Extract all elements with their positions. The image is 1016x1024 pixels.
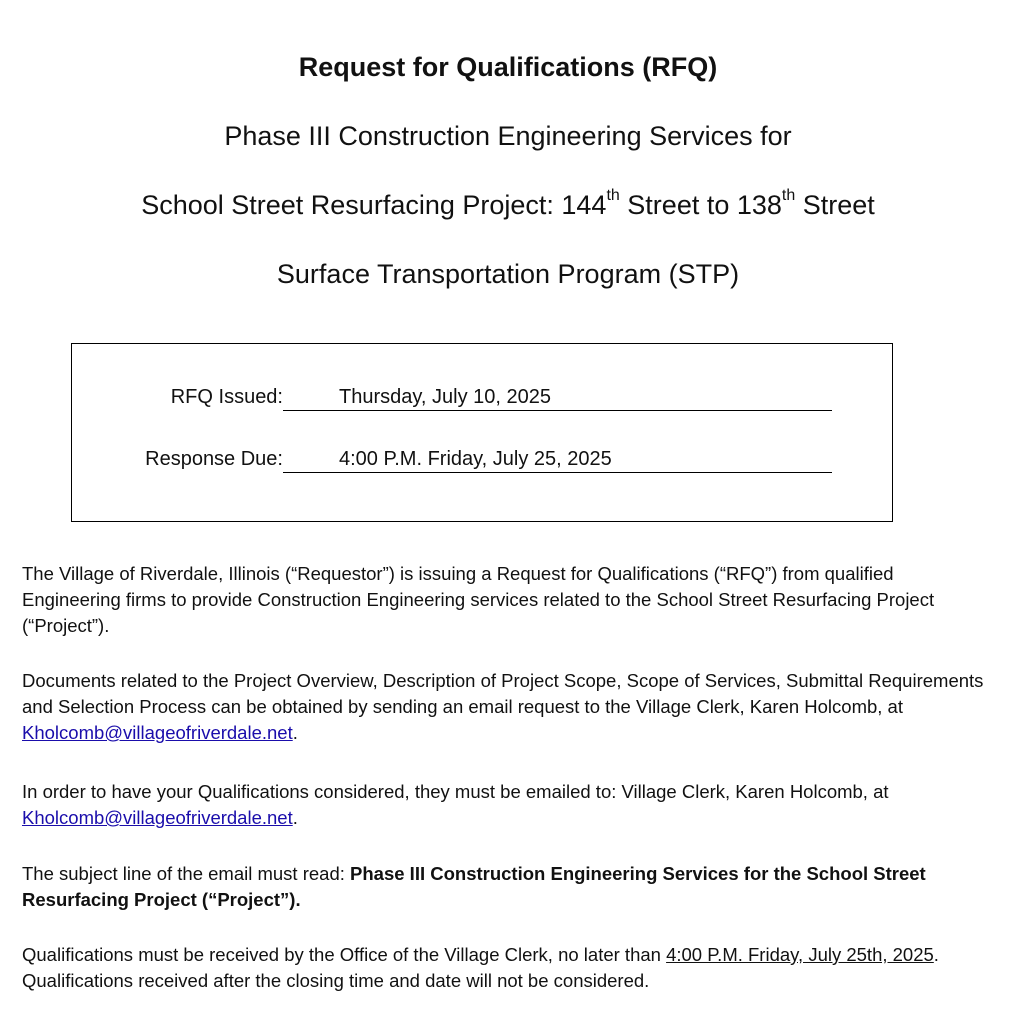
paragraph-intro: The Village of Riverdale, Illinois (“Requestor”) is issuing a Request for Qualifications (“RFQ”) from qualified Engineering firms to provide Construction Engineering services related to the School Street Resurfacing Project (“Project”). [22,563,935,636]
subject-line-text: The subject line of the email must read: [22,863,351,884]
response-due-value: 4:00 P.M. Friday, July 25, 2025 [283,446,832,473]
paragraph-submission [22,779,997,831]
ordinal-suffix-2: th [781,187,796,204]
document-title: Request for Qualifications (RFQ) [298,52,718,82]
subject-line-bold: Phase III Construction Engineering Services for the School Street Resurfacing Project (“Project”). [22,863,926,910]
project-text-a: School Street Resurfacing Project: 144 [141,190,607,220]
document-subtitle-program: Surface Transportation Program (STP) [276,259,740,289]
document-subtitle-services: Phase III Construction Engineering Services for [224,121,792,151]
submission-end: . [292,807,298,828]
project-text-c: Street [795,190,875,220]
clerk-email-link[interactable]: Kholcomb@villageofriverdale.net [22,722,293,743]
deadline-text: Qualifications must be received by the Office of the Village Clerk, no later than [22,944,667,965]
rfq-issued-value: Thursday, July 10, 2025 [283,384,832,411]
dates-box [71,343,893,522]
paragraph-subject-line [22,861,997,913]
paragraph-documents [22,668,997,746]
document-subtitle-project [0,187,1016,221]
response-due-label: Response Due: [145,448,283,470]
ordinal-suffix-1: th [606,187,620,204]
documents-end: . [292,722,298,743]
deadline-date: 4:00 P.M. Friday, July 25th, 2025 [666,944,934,965]
submission-email-link[interactable]: Kholcomb@villageofriverdale.net [22,807,293,828]
documents-text: Documents related to the Project Overview, Description of Project Scope, Scope of Services, Submittal Requirements and Selection Process can be obtained by sending an email request to the Village Clerk, Karen Holcomb, at [22,670,984,717]
submission-text: In order to have your Qualifications considered, they must be emailed to: Village Clerk, Karen Holcomb, at [22,781,889,802]
rfq-issued-label: RFQ Issued: [170,386,283,408]
deadline-end: . Qualifications received after the closing time and date will not be considered. [22,944,939,991]
paragraph-deadline [22,942,997,994]
project-text-b: Street to 138 [619,190,782,220]
